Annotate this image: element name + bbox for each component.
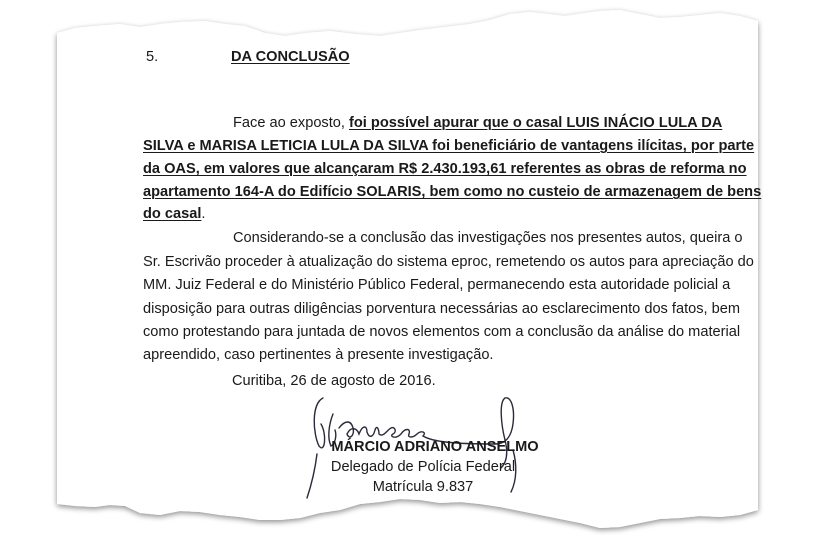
highlighted-text: do casal xyxy=(143,206,202,222)
paragraph1-line-2 xyxy=(143,137,755,155)
paragraph1-line-3 xyxy=(143,160,747,178)
plain-text: . xyxy=(201,206,206,222)
highlighted-text: apartamento 164-A do Edifício SOLARIS, bem como no custeio de armazenagem de bens xyxy=(143,184,762,200)
paragraph2-line-2: Sr. Escrivão proceder à atualização do sistema eproc, remetendo os autos para apreciação do xyxy=(143,254,754,270)
paragraph2-line-1: Considerando-se a conclusão das investigações nos presentes autos, queira o xyxy=(233,230,743,246)
paragraph2-line-4: disposição para outras diligências porventura necessárias ao esclarecimento dos fatos, bem xyxy=(143,301,741,317)
paragraph2-line-3: MM. Juiz Federal e do Ministério Público Federal, permanecendo esta autoridade policial a xyxy=(143,277,731,293)
highlighted-text: da OAS, em valores que alcançaram R$ 2.430.193,61 referentes as obras de reforma no xyxy=(143,161,747,177)
section-title: DA CONCLUSÃO xyxy=(231,49,350,65)
paragraph2-line-5: como protestando para juntada de novos elementos com a conclusão da análise do material xyxy=(143,324,741,340)
paragraph1-line-5 xyxy=(143,205,205,223)
paragraph1-line-1 xyxy=(233,114,723,132)
section-number: 5. xyxy=(146,49,159,65)
paragraph1-line-4 xyxy=(143,183,762,201)
highlighted-text: foi possível apurar que o casal LUIS INÁCIO LULA DA xyxy=(349,115,723,131)
paragraph2-line-6: apreendido, caso pertinentes à presente investigação. xyxy=(143,347,494,363)
date-line: Curitiba, 26 de agosto de 2016. xyxy=(232,373,436,389)
highlighted-text: SILVA e MARISA LETICIA LULA DA SILVA foi beneficiário de vantagens ilícitas, por parte xyxy=(143,138,755,154)
signatory-name: MÁRCIO ADRIANO ANSELMO xyxy=(331,439,539,455)
plain-text: Face ao exposto, xyxy=(233,115,350,131)
signatory-role: Delegado de Polícia Federal xyxy=(330,459,516,475)
signatory-registration: Matrícula 9.837 xyxy=(372,479,474,495)
